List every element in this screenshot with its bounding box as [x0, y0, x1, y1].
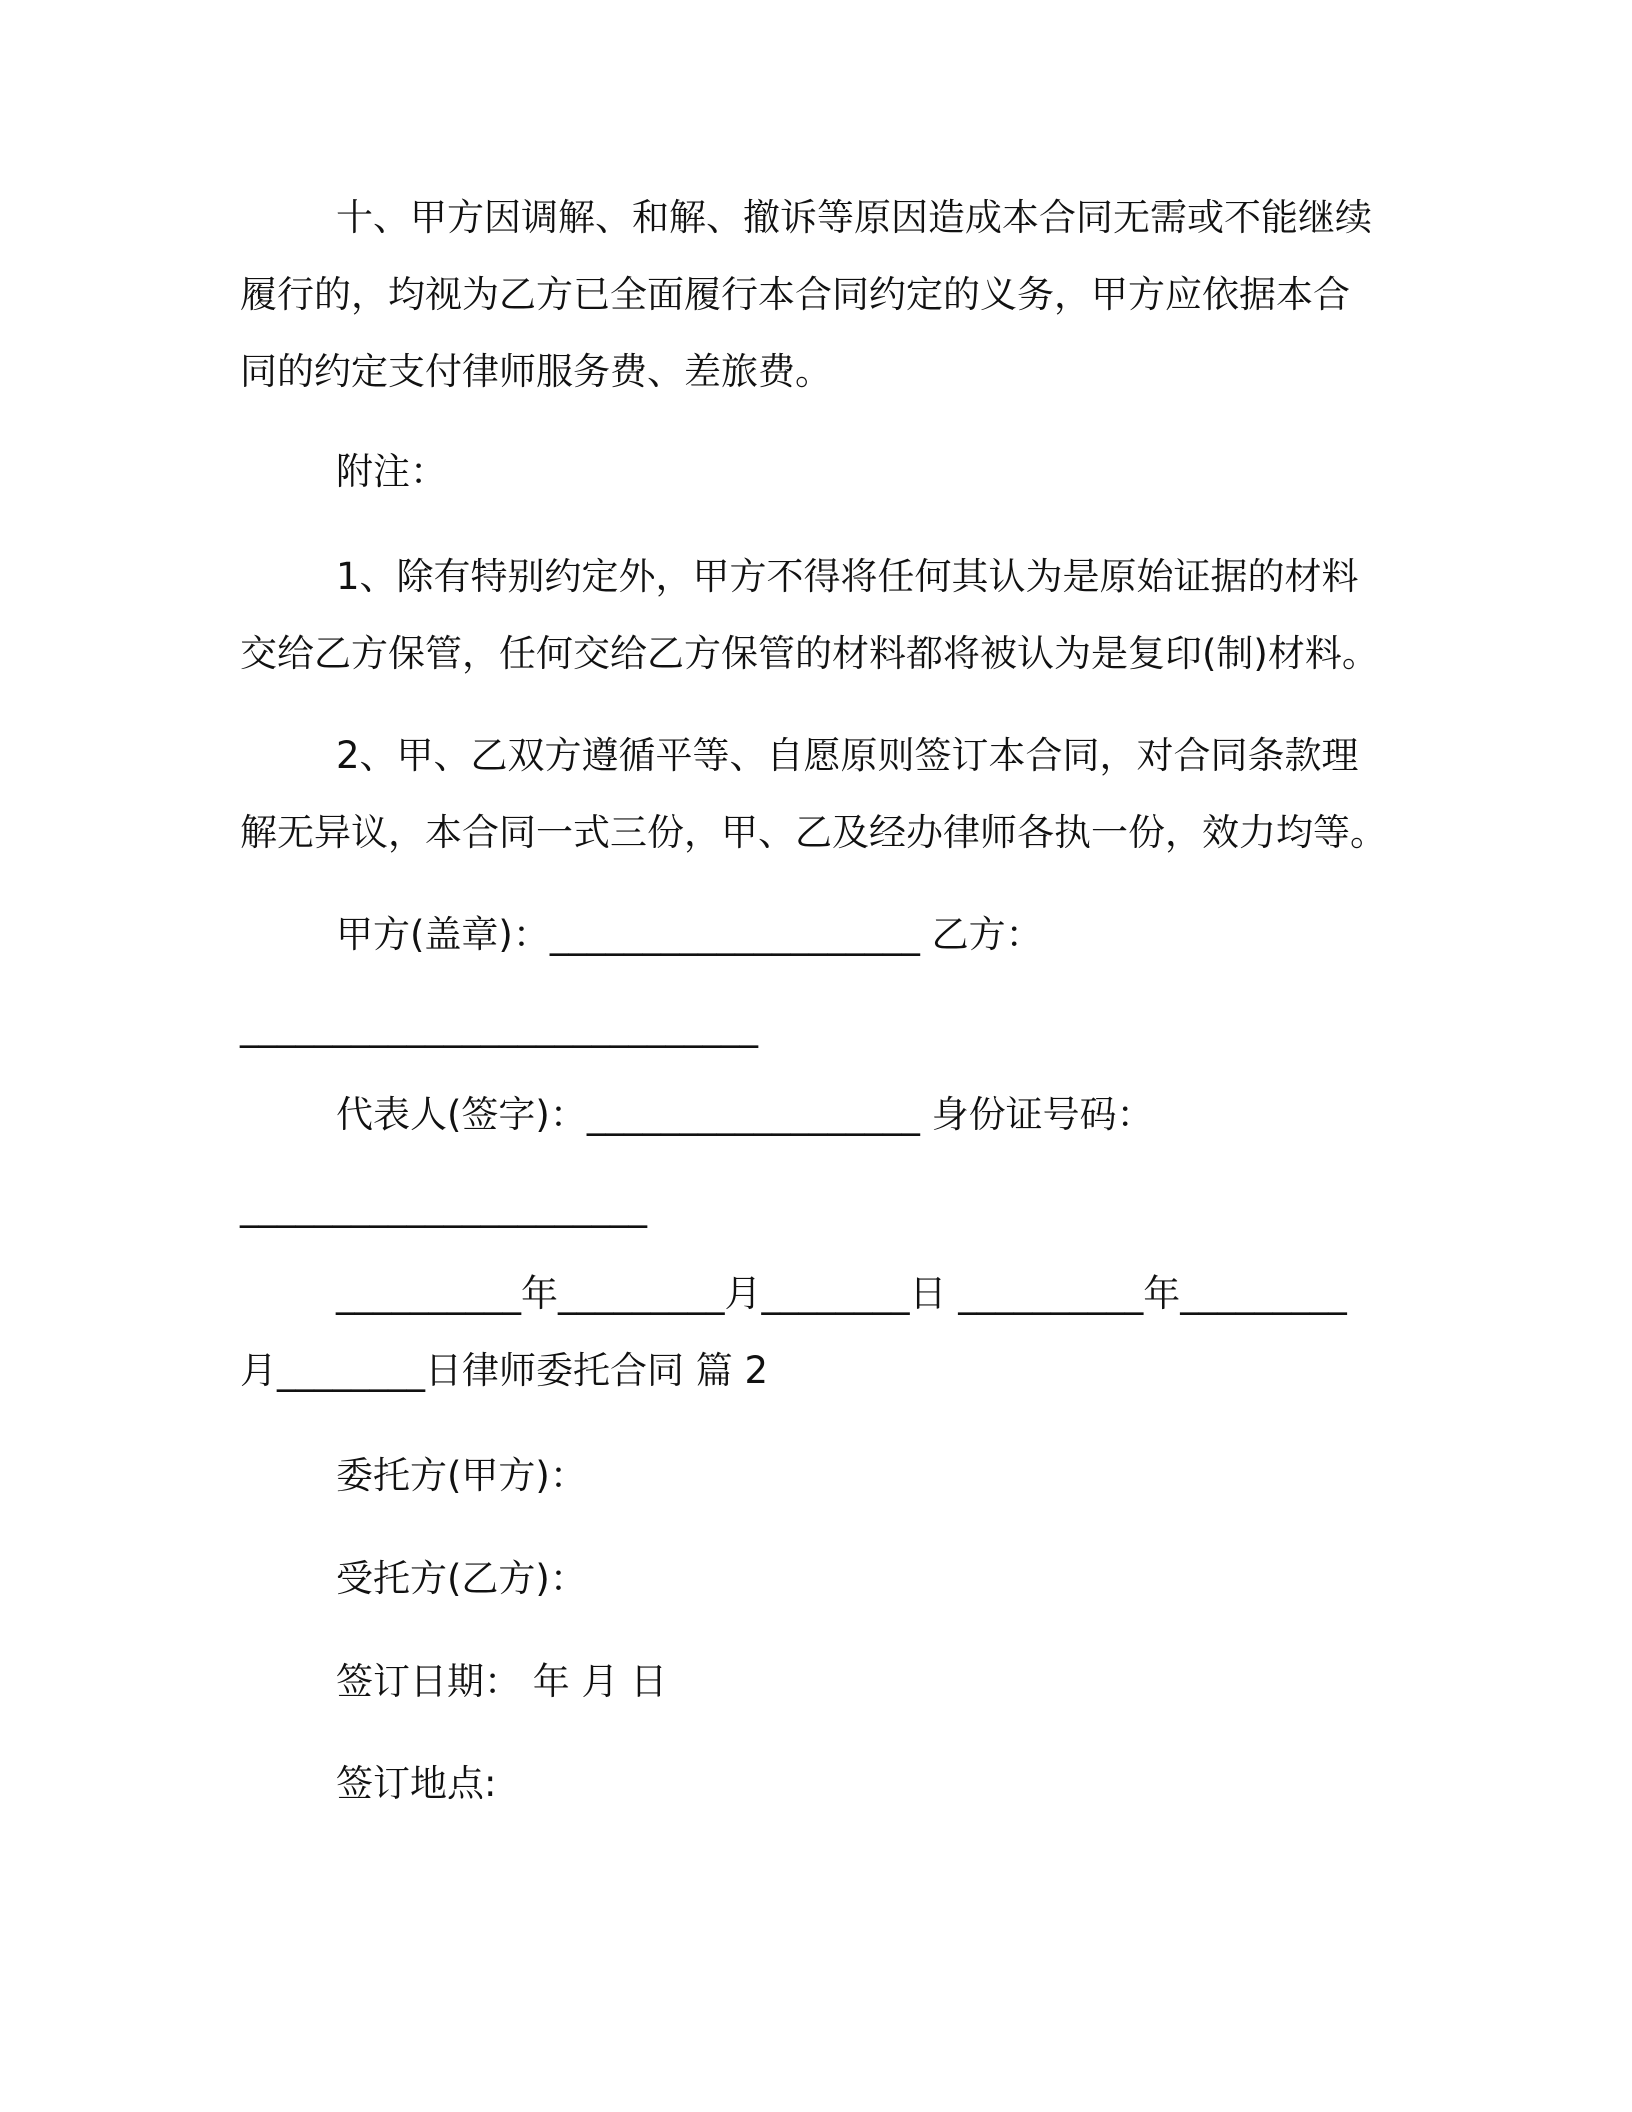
party-b-blank: ____________________________: [240, 1005, 758, 1048]
clause-ten-line-3: 同的约定支付律师服务费、差旅费。: [240, 350, 832, 393]
note-two-line-2: 解无异议，本合同一式三份，甲、乙及经办律师各执一份，效力均等。: [240, 811, 1387, 854]
note-one-line-2: 交给乙方保管，任何交给乙方保管的材料都将被认为是复印(制)材料。: [240, 632, 1379, 675]
trustee-party-label: 受托方(乙方)：: [336, 1557, 587, 1600]
note-heading: 附注：: [336, 450, 447, 493]
party-signature-line: 甲方(盖章)：____________________ 乙方：: [336, 913, 1043, 956]
clause-ten-line-2: 履行的，均视为乙方已全面履行本合同约定的义务，甲方应依据本合: [240, 273, 1350, 316]
note-one-line-1: 1、除有特别约定外，甲方不得将任何其认为是原始证据的材料: [336, 555, 1359, 598]
note-two-line-1: 2、甲、乙双方遵循平等、自愿原则签订本合同，对合同条款理: [336, 734, 1359, 777]
id-number-blank: ______________________: [240, 1185, 647, 1228]
date-line-1: __________年_________月________日 __________年_________: [336, 1272, 1347, 1315]
clause-ten-line-1: 十、甲方因调解、和解、撤诉等原因造成本合同无需或不能继续: [336, 196, 1372, 239]
representative-line: 代表人(签字)：__________________ 身份证号码：: [336, 1093, 1154, 1136]
date-line-2-with-title: 月________日律师委托合同 篇 2: [240, 1349, 769, 1392]
client-party-label: 委托方(甲方)：: [336, 1454, 587, 1497]
signing-location-label: 签订地点:: [336, 1762, 497, 1805]
signing-date-label: 签订日期： 年 月 日: [336, 1660, 668, 1703]
